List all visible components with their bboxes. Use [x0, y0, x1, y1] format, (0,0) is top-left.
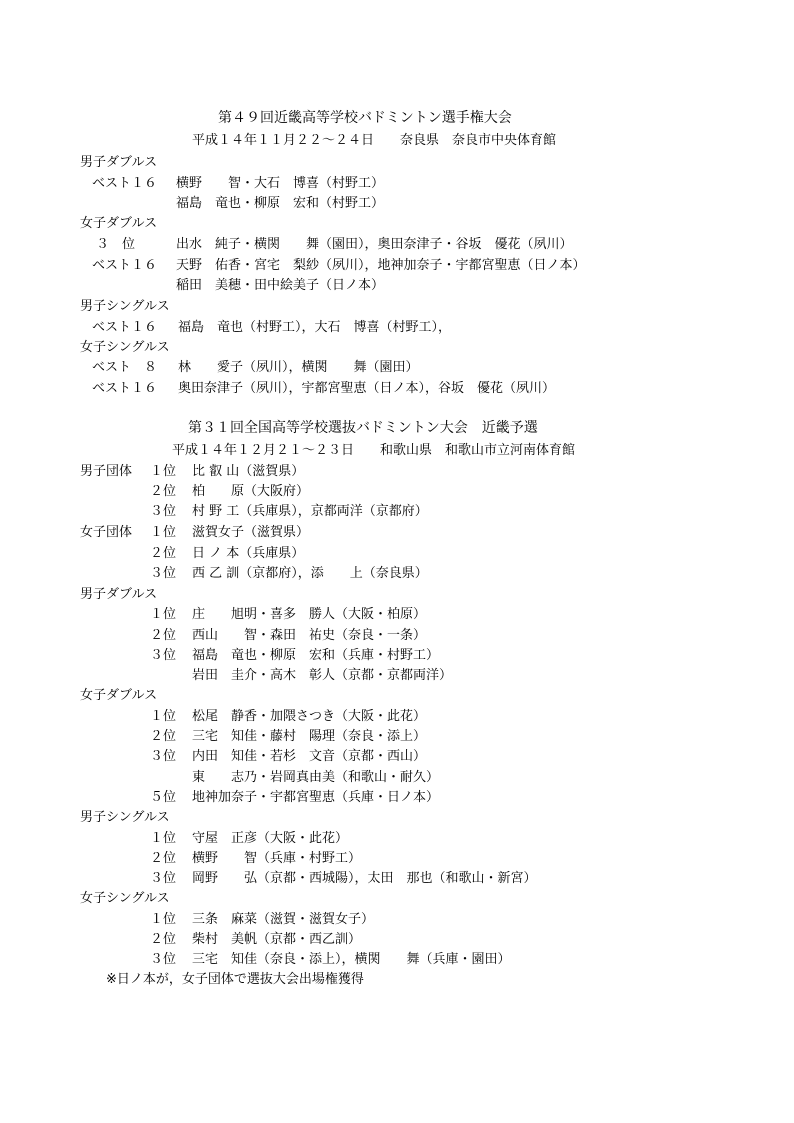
rank: １位	[150, 912, 177, 927]
section1-title: 第４９回近畿高等学校バドミントン選手権大会	[218, 110, 512, 126]
rank: ２位	[150, 484, 177, 499]
event-label: 女子団体	[80, 525, 133, 540]
entry: 西山 智・森田 祐史（奈良・一条）	[192, 628, 427, 643]
entry: 天野 佑香・宮宅 梨紗（夙川），地神加奈子・宇都宮聖恵（日ノ本）	[176, 258, 586, 273]
entry: 日 ノ 本（兵庫県）	[192, 546, 305, 561]
entry: 三宅 知佳（奈良・添上），横関 舞（兵庫・園田）	[192, 952, 511, 967]
entry: 守屋 正彦（大阪・此花）	[192, 831, 349, 846]
entry: 東 志乃・岩岡真由美（和歌山・耐久）	[192, 770, 440, 785]
entry: 三条 麻菜（滋賀・滋賀女子）	[192, 912, 375, 927]
rank: ３位	[150, 504, 177, 519]
section2-women-doubles-label: 女子ダブルス	[80, 688, 158, 703]
rank: ２位	[150, 546, 177, 561]
section1-women-singles-label: 女子シングルス	[80, 340, 170, 355]
rank: １位	[150, 607, 177, 622]
rank: １位	[150, 709, 177, 724]
entry: 福島 竜也（村野工），大石 博喜（村野工），	[178, 320, 452, 335]
section2-subtitle: 平成１４年１２月２１～２３日 和歌山県 和歌山市立河南体育館	[172, 443, 576, 458]
section1-subtitle: 平成１４年１１月２２～２４日 奈良県 奈良市中央体育館	[192, 133, 557, 148]
entry: 福島 竜也・柳原 宏和（兵庫・村野工）	[192, 648, 440, 663]
entry: 奥田奈津子（夙川），宇都宮聖恵（日ノ本），谷坂 優花（夙川）	[178, 381, 556, 396]
entry: 地神加奈子・宇都宮聖恵（兵庫・日ノ本）	[192, 790, 440, 805]
entry: 林 愛子（夙川），横関 舞（園田）	[178, 360, 419, 375]
rank: ３位	[150, 871, 177, 886]
rank: ３位	[150, 648, 177, 663]
rank: ベスト ８	[92, 360, 158, 375]
entry: 柴村 美帆（京都・西乙訓）	[192, 932, 362, 947]
rank: ベスト１６	[92, 258, 158, 273]
section2-women-singles-label: 女子シングルス	[80, 891, 170, 906]
section1-men-doubles-label: 男子ダブルス	[80, 155, 158, 170]
entry: 岡野 弘（京都・西城陽），太田 那也（和歌山・新宮）	[192, 871, 537, 886]
entry: 横野 智（兵庫・村野工）	[192, 851, 362, 866]
entry: 横野 智・大石 博喜（村野工）	[176, 176, 385, 191]
section2-title: 第３１回全国高等学校選抜バドミントン大会 近畿予選	[188, 420, 538, 436]
rank: ２位	[150, 932, 177, 947]
section2-men-doubles-label: 男子ダブルス	[80, 587, 158, 602]
entry: 柏 原（大阪府）	[192, 484, 310, 499]
section1-men-singles-label: 男子シングルス	[80, 299, 170, 314]
rank: １位	[150, 831, 177, 846]
rank: ３位	[150, 952, 177, 967]
entry: 福島 竜也・柳原 宏和（村野工）	[176, 196, 385, 211]
entry: 村 野 工（兵庫県），京都両洋（京都府）	[192, 504, 428, 519]
event-label: 男子団体	[80, 464, 133, 479]
rank: １位	[150, 525, 177, 540]
rank: １位	[150, 464, 177, 479]
entry: 稲田 美穂・田中絵美子（日ノ本）	[176, 278, 385, 293]
entry: 西 乙 訓（京都府），添 上（奈良県）	[192, 566, 428, 581]
entry: 岩田 圭介・高木 彰人（京都・京都両洋）	[192, 668, 453, 683]
rank: ３ 位	[96, 237, 136, 252]
entry: 比 叡 山（滋賀県）	[192, 464, 305, 479]
rank: ベスト１６	[92, 320, 158, 335]
entry: 庄 旭明・喜多 勝人（大阪・柏原）	[192, 607, 427, 622]
rank: ５位	[150, 790, 177, 805]
entry: 滋賀女子（滋賀県）	[192, 525, 310, 540]
entry: 松尾 静香・加隈さつき（大阪・此花）	[192, 709, 427, 724]
footnote: ※日ノ本が，女子団体で選抜大会出場権獲得	[106, 972, 364, 987]
rank: ２位	[150, 851, 177, 866]
rank: ベスト１６	[92, 381, 158, 396]
rank: ２位	[150, 729, 177, 744]
rank: ３位	[150, 566, 177, 581]
entry: 内田 知佳・若杉 文音（京都・西山）	[192, 749, 427, 764]
rank: ３位	[150, 749, 177, 764]
entry: 三宅 知佳・藤村 陽理（奈良・添上）	[192, 729, 427, 744]
rank: ２位	[150, 628, 177, 643]
section2-men-singles-label: 男子シングルス	[80, 810, 170, 825]
section1-women-doubles-label: 女子ダブルス	[80, 216, 158, 231]
rank: ベスト１６	[92, 176, 158, 191]
entry: 出水 純子・横関 舞（園田），奥田奈津子・谷坂 優花（夙川）	[176, 237, 573, 252]
